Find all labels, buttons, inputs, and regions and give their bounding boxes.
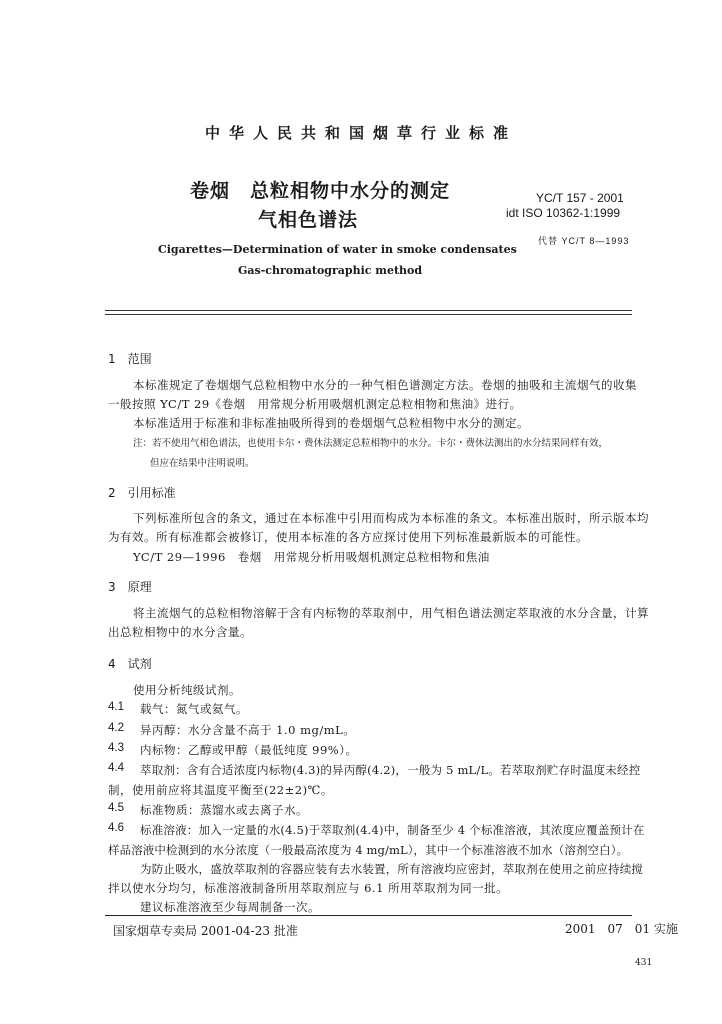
section-2-heading: 2 引用标准: [108, 486, 176, 500]
standard-idt: idt ISO 10362-1:1999: [506, 206, 621, 220]
section-2-paragraph: 下列标准所包含的条文，通过在本标准中引用而构成为本标准的条文。本标准出版时，所示版本均: [133, 511, 649, 525]
section-3-paragraph-cont: 出总粒相物中的水分含量。: [108, 625, 252, 639]
item-4-5-text: 标准物质：蒸馏水或去离子水。: [140, 803, 308, 817]
item-4-1-text: 载气：氮气或氦气。: [140, 702, 248, 716]
item-4-1-number: 4.1: [108, 701, 124, 713]
document-title-line1: 卷烟 总粒相物中水分的测定: [190, 180, 451, 202]
item-4-6-number: 4.6: [108, 822, 124, 834]
english-title-line2: Gas-chromatographic method: [238, 264, 423, 277]
section-2-paragraph-cont: 为有效。所有标准都会被修订，使用本标准的各方应探讨使用下列标准最新版本的可能性。: [108, 530, 588, 544]
item-4-3-text: 内标物：乙醇或甲醇（最低纯度 99%）。: [140, 743, 358, 757]
section-3-paragraph: 将主流烟气的总粒相物溶解于含有内标物的萃取剂中，用气相色谱法测定萃取液的水分含量，计算: [133, 606, 649, 620]
item-4-6-cont2: 为防止吸水，盛放萃取剂的容器应装有去水装置，所有溶液均应密封，萃取剂在使用之前应持续搅: [140, 862, 644, 876]
section-2-reference: YC/T 29—1996 卷烟 用常规分析用吸烟机测定总粒相物和焦油: [133, 550, 490, 564]
section-4-heading: 4 试剂: [108, 657, 152, 671]
item-4-6-text: 标准溶液：加入一定量的水(4.5)于萃取剂(4.4)中，制备至少 4 个标准溶液，其浓度应覆盖预计在: [140, 823, 645, 837]
page-number: 431: [635, 958, 653, 968]
section-4-intro: 使用分析纯级试剂。: [133, 683, 241, 697]
replaces-standard: 代替 YC/T 8—1993: [538, 236, 630, 246]
section-1-note: 注：若不使用气相色谱法，也使用卡尔・费休法测定总粒相物中的水分。卡尔・费休法测出的水分结果同样有效，: [133, 438, 609, 449]
section-3-heading: 3 原理: [108, 580, 152, 594]
item-4-3-number: 4.3: [108, 742, 124, 754]
standard-code: YC/T 157 - 2001: [536, 191, 624, 205]
section-1-paragraph: 本标准规定了卷烟烟气总粒相物中水分的一种气相色谱测定方法。卷烟的抽吸和主流烟气的收集: [133, 378, 637, 392]
item-4-4-text: 萃取剂：含有合适浓度内标物(4.3)的异丙醇(4.2)，一般为 5 mL/L。若萃取剂贮存时温度未经控: [140, 763, 641, 777]
header-divider: [105, 310, 632, 311]
standard-organization: 中华人民共和国烟草行业标准: [204, 124, 517, 142]
header-divider-thin: [105, 314, 632, 315]
footer-divider: [105, 915, 632, 916]
section-1-paragraph2: 本标准适用于标准和非标准抽吸所得到的卷烟烟气总粒相物中水分的测定。: [133, 416, 529, 430]
section-1-heading: 1 范围: [108, 352, 152, 366]
item-4-2-text: 异丙醇：水分含量不高于 1.0 mg/mL。: [140, 723, 356, 737]
document-title-line2: 气相色谱法: [258, 209, 359, 231]
item-4-6-cont2b: 拌以使水分均匀，标准溶液制备所用萃取剂应与 6.1 所用萃取剂为同一批。: [108, 881, 509, 895]
approval-date: 国家烟草专卖局 2001-04-23 批准: [113, 924, 298, 938]
section-1-paragraph-cont: 一般按照 YC/T 29《卷烟 用常规分析用吸烟机测定总粒相物和焦油》进行。: [108, 397, 522, 411]
item-4-4-cont: 制，使用前应将其温度平衡至(22±2)℃。: [108, 783, 333, 797]
item-4-6-cont3: 建议标准溶液至少每周制备一次。: [140, 900, 320, 914]
item-4-5-number: 4.5: [108, 802, 124, 814]
english-title-line1: Cigarettes—Determination of water in smoke condensates: [158, 243, 517, 256]
item-4-6-cont1: 样品溶液中检测到的水分浓度（一般最高浓度为 4 mg/mL），其中一个标准溶液不加水（溶剂空白）。: [108, 843, 629, 857]
effective-date: 2001 07 01 实施: [565, 922, 678, 936]
section-1-note-cont: 但应在结果中注明说明。: [150, 458, 255, 469]
item-4-2-number: 4.2: [108, 722, 124, 734]
item-4-4-number: 4.4: [108, 762, 124, 774]
